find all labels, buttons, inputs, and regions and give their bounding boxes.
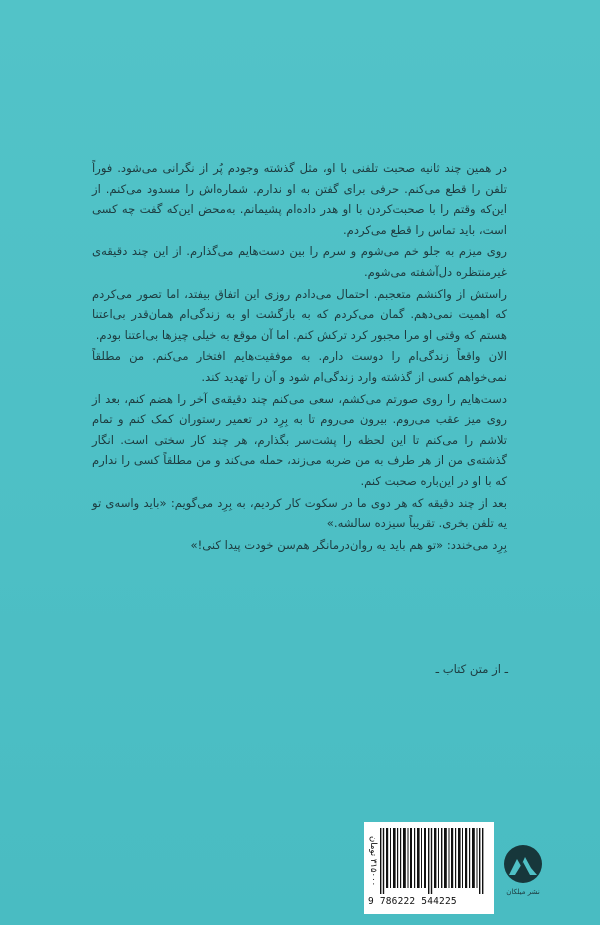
excerpt-paragraph: روی میزم به جلو خم می‌شوم و سرم را بین دست‌هایم می‌گذارم. از این چند دقیقه‌ی غیرمنتظره دل‌آشفته می‌شوم. bbox=[92, 244, 507, 279]
barcode-bars bbox=[380, 828, 486, 894]
price-label: ۳۱۵۰۰۰ تومان bbox=[368, 835, 378, 887]
excerpt-paragraph: دست‌هایم را روی صورتم می‌کشم، سعی می‌کنم چند دقیقه‌ی آخر را هضم کنم، بعد از روی میز عقب می‌روم. بیرون می‌روم تا به بِرِد در تعمیر رستوران کمک کنم و تمام تلاشم را می‌کنم تا این لحظه را پشت‌سر بگذارم، هر چند کار سختی است. انگار گذشته‌ی من از هر طرف به من ضربه می‌زند، حمله می‌کند و من مطلقاً کسی را ندارم که با او در این‌باره صحبت کنم. bbox=[92, 391, 507, 488]
excerpt-paragraph: بِرِد می‌خندد: «تو هم باید یه روان‌درمانگر هم‌سن خودت پیدا کنی!» bbox=[190, 537, 507, 552]
publisher-logo bbox=[503, 842, 543, 900]
excerpt-paragraph: بعد از چند دقیقه که هر دوی ما در سکوت کار کردیم، به بِرِد می‌گویم: «باید واسه‌ی تو یه تلفن بخری. تقریباً سیزده سالشه.» bbox=[92, 495, 507, 531]
publisher-name: نشر میلکان bbox=[506, 888, 540, 896]
isbn-digits: 9 786222 544225 bbox=[368, 896, 457, 907]
excerpt-text bbox=[92, 158, 507, 555]
excerpt-paragraph: الان واقعاً زندگی‌ام را دوست دارم. به موفقیت‌هایم افتخار می‌کنم. من مطلقاً نمی‌خواهم کسی از گذشته وارد زندگی‌ام شود و آن را تهدید کند. bbox=[92, 349, 507, 384]
barcode bbox=[364, 822, 494, 914]
excerpt-paragraph: راستش از واکنشم متعجبم. احتمال می‌دادم روزی این اتفاق بیفتد، اما تصور می‌کردم که اهمیت نمی‌دهم. گمان می‌کردم که به بازگشت او به زندگی‌ام همان‌قدر بی‌اعتنا هستم که وقتی او مرا مجبور کرد ترکش کنم. اما آن موقع به خیلی چیزها بی‌اعتنا بودم. bbox=[92, 286, 507, 342]
source-line: ـ از متن کتاب ـ bbox=[435, 662, 508, 676]
excerpt-paragraph: در همین چند ثانیه صحبت تلفنی با او، مثل گذشته وجودم پُر از نگرانی می‌شود. فوراً تلفن را قطع می‌کنم. حرفی برای گفتن به او ندارم. شماره‌اش را مسدود می‌کنم. از این‌که وقتم را با صحبت‌کردن با او هدر داده‌ام پشیمانم. به‌محض این‌که گفت چه کسی است، باید تماس را قطع می‌کردم. bbox=[92, 161, 507, 237]
mountain-logo-icon bbox=[503, 842, 543, 888]
